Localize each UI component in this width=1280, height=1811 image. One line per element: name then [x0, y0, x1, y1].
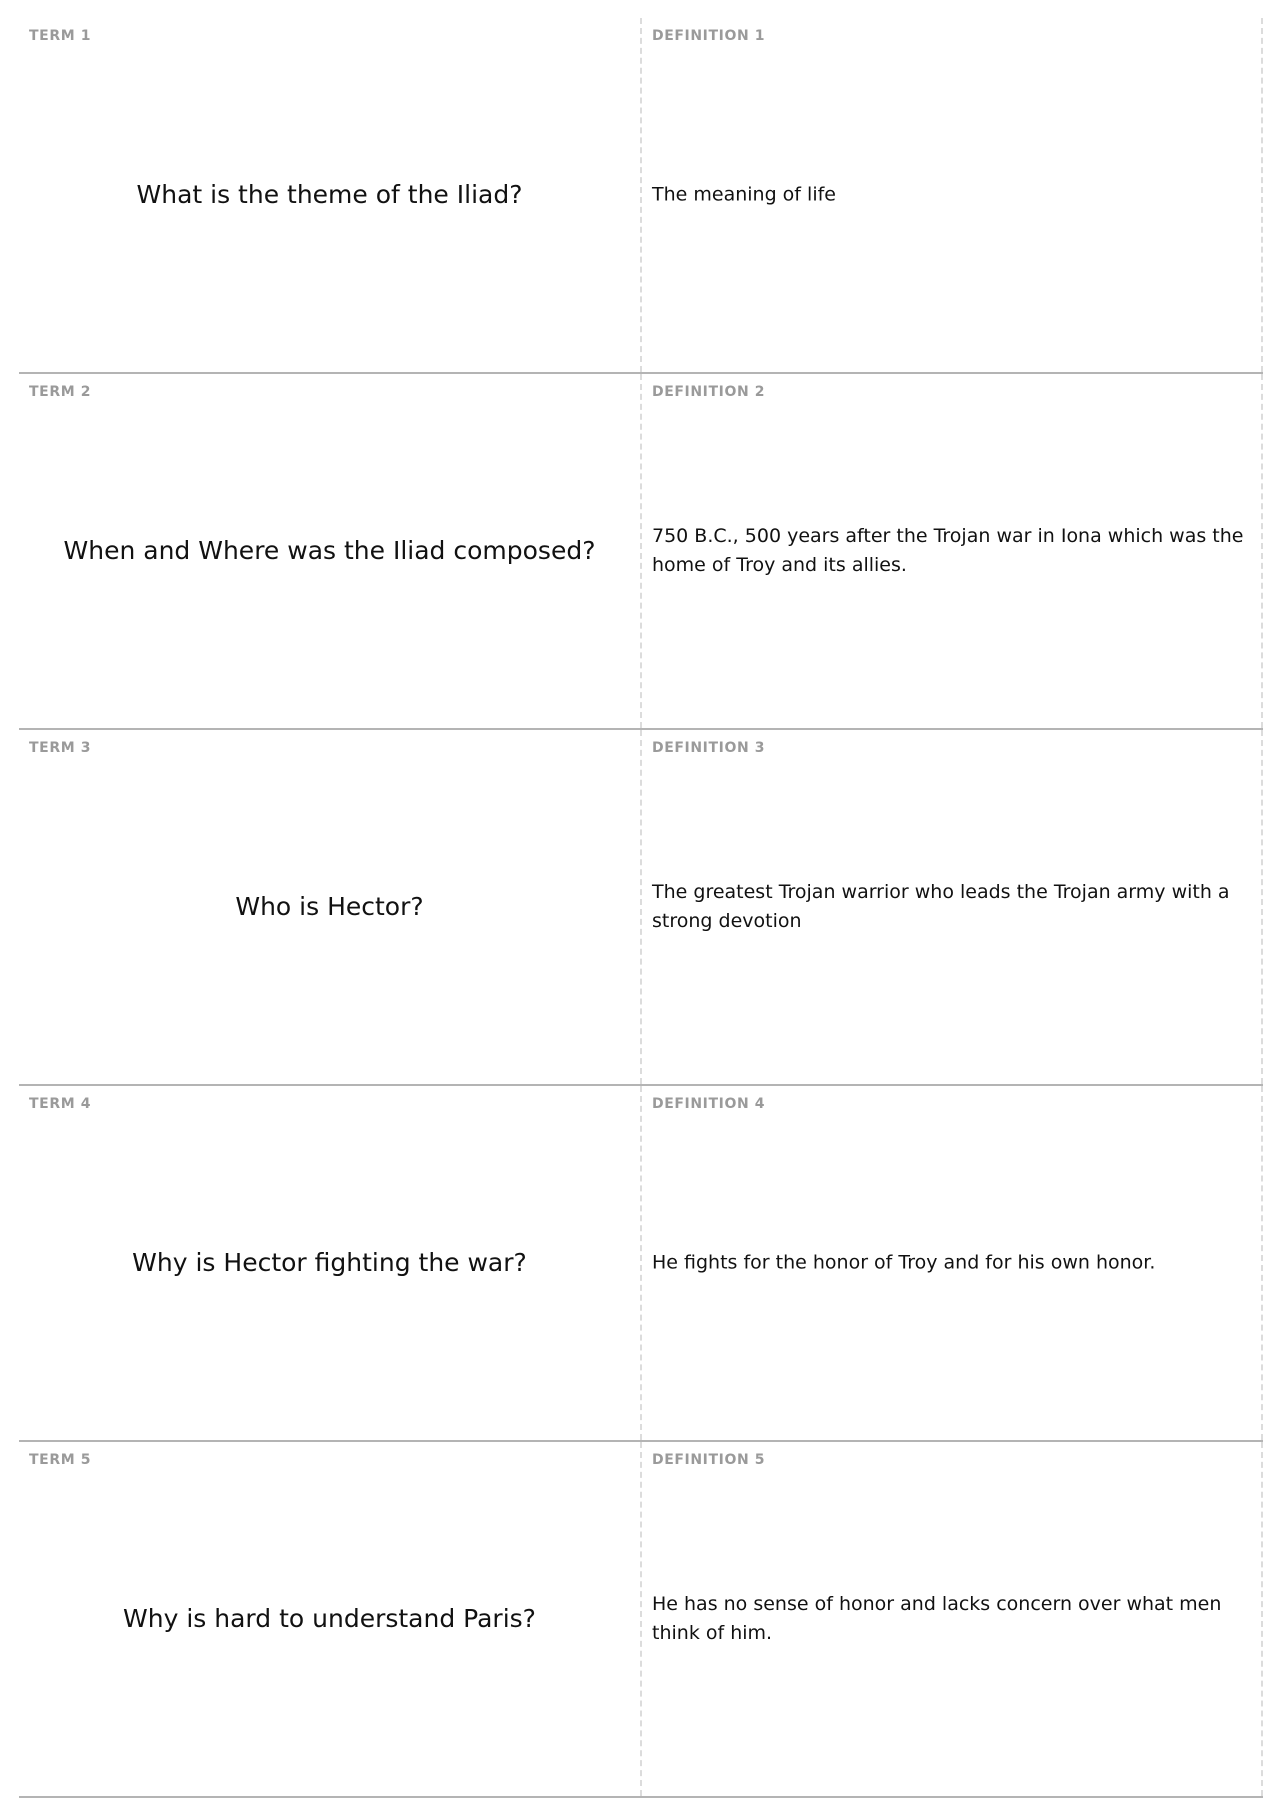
term-cell [19, 730, 642, 1084]
definition-text: The meaning of life [652, 183, 836, 206]
term-cell [19, 18, 642, 372]
definition-text: He fights for the honor of Troy and for his own honor. [652, 1251, 1156, 1274]
term-text: Who is Hector? [235, 892, 424, 921]
flashcard-row-1 [19, 18, 1263, 374]
definition-label: DEFINITION 3 [652, 740, 766, 756]
definition-cell [642, 18, 1263, 372]
term-label: TERM 5 [29, 1452, 92, 1468]
term-cell [19, 1086, 642, 1440]
definition-text: 750 B.C., 500 years after the Trojan war in Iona which was the home of Troy and its allies. [652, 525, 1244, 576]
flashcard-row-3 [19, 730, 1263, 1086]
term-cell [19, 1442, 642, 1796]
term-text: Why is hard to understand Paris? [123, 1604, 536, 1633]
term-label: TERM 1 [29, 28, 92, 44]
term-text: When and Where was the Iliad composed? [63, 536, 596, 565]
term-text: What is the theme of the Iliad? [136, 180, 523, 209]
definition-text: He has no sense of honor and lacks concern over what men think of him. [652, 1593, 1222, 1644]
definition-cell [642, 374, 1263, 728]
definition-label: DEFINITION 4 [652, 1096, 766, 1112]
term-label: TERM 4 [29, 1096, 92, 1112]
term-label: TERM 2 [29, 384, 92, 400]
term-cell [19, 374, 642, 728]
definition-cell [642, 1442, 1263, 1796]
term-label: TERM 3 [29, 740, 92, 756]
flashcard-row-4 [19, 1086, 1263, 1442]
definition-label: DEFINITION 5 [652, 1452, 766, 1468]
definition-label: DEFINITION 1 [652, 28, 766, 44]
flashcard-row-5 [19, 1442, 1263, 1798]
definition-cell [642, 730, 1263, 1084]
definition-text: The greatest Trojan warrior who leads the Trojan army with a strong devotion [652, 881, 1230, 932]
definition-cell [642, 1086, 1263, 1440]
flashcard-sheet [19, 18, 1263, 1798]
term-text: Why is Hector fighting the war? [132, 1248, 527, 1277]
definition-label: DEFINITION 2 [652, 384, 766, 400]
flashcard-row-2 [19, 374, 1263, 730]
